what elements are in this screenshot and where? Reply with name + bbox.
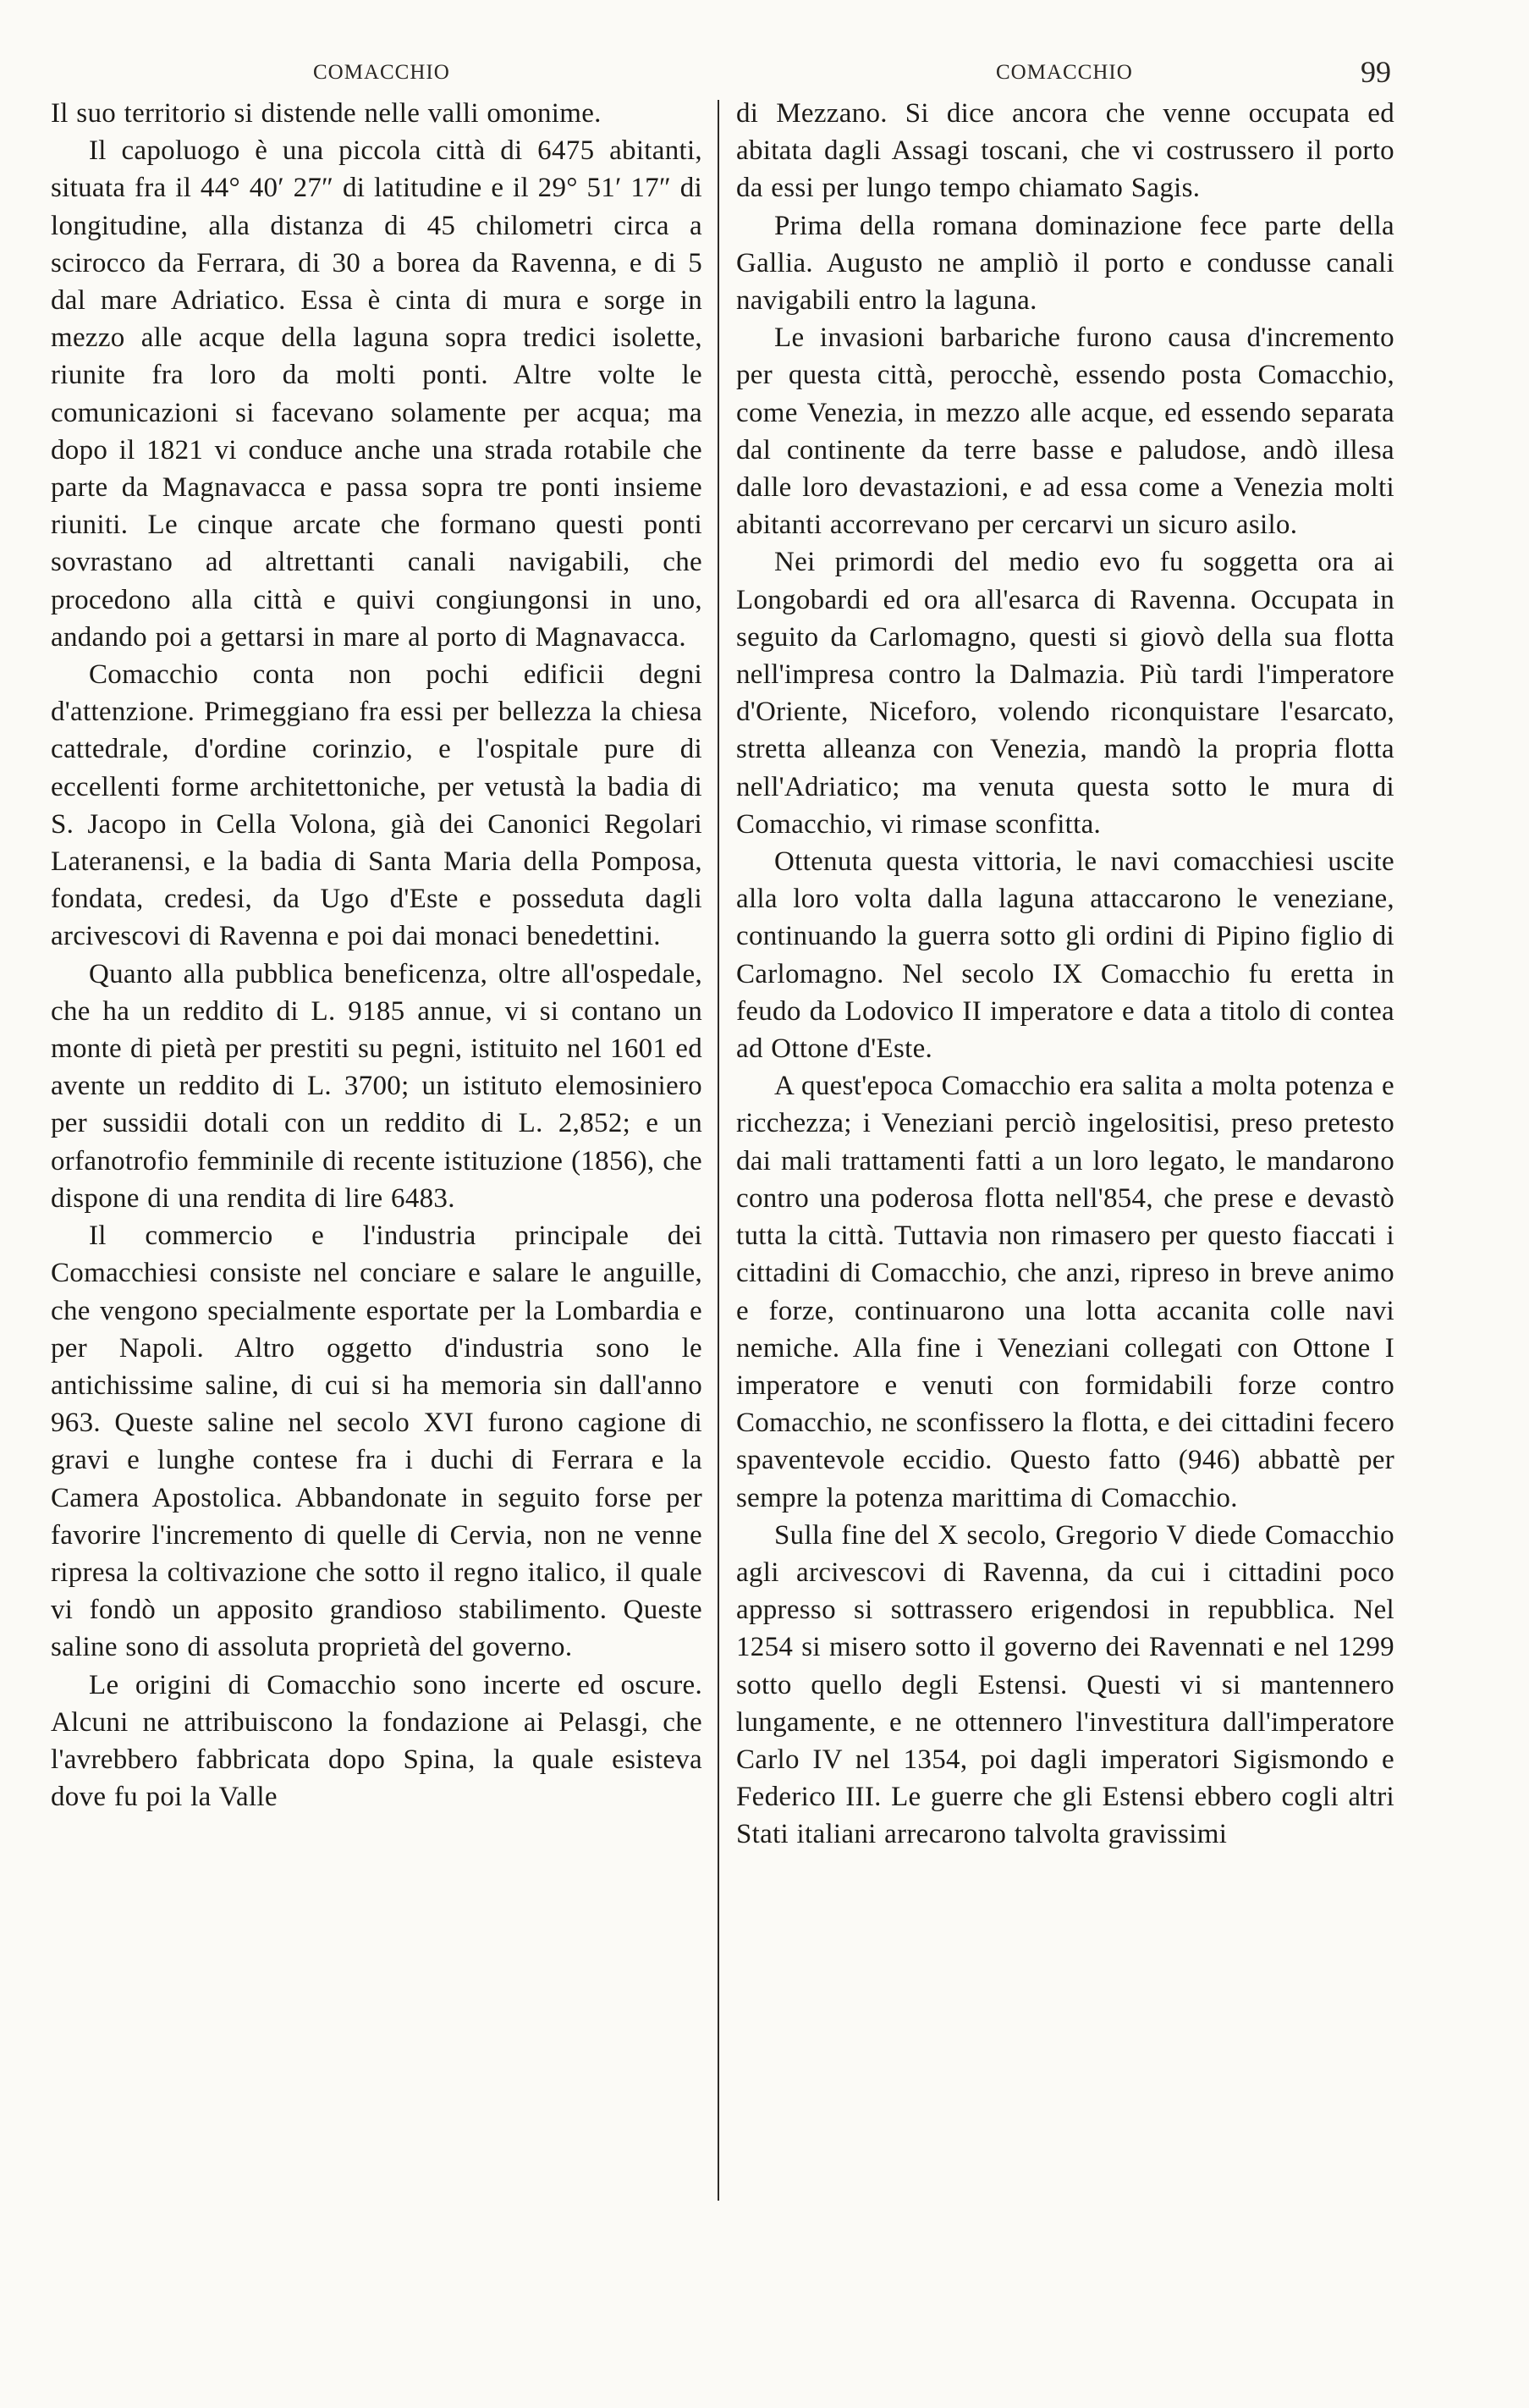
- paragraph: A quest'epoca Comacchio era salita a molta potenza e ricchezza; i Veneziani perciò ingelositisi, preso pretesto dai mali trattamenti fatti a un loro legato, le mandarono contro una poderosa flotta nell'854, che prese e devastò tutta la città. Tuttavia non rimasero per questo fiaccati i cittadini di Comacchio, che anzi, ripreso in breve animo e forze, continuarono una lotta accanita colle navi nemiche. Alla fine i Veneziani collegati con Ottone I imperatore e venuti con formidabili forze contro Comacchio, ne sconfissero la flotta, e dei cittadini fecero spaventevole eccidio. Questo fatto (946) abbattè per sempre la potenza marittima di Comacchio.: [736, 1071, 1394, 1513]
- column-divider: [718, 100, 719, 2201]
- paragraph: di Mezzano. Si dice ancora che venne occupata ed abitata dagli Assagi toscani, che vi costrussero il porto da essi per lungo tempo chiamato Sagis.: [736, 98, 1394, 204]
- paragraph: Prima della romana dominazione fece parte della Gallia. Augusto ne ampliò il porto e condusse canali navigabili entro la laguna.: [736, 210, 1394, 317]
- left-column: [51, 95, 702, 1816]
- paragraph: Le invasioni barbariche furono causa d'incremento per questa città, perocchè, essendo posta Comacchio, come Venezia, in mezzo alle acque, ed essendo separata dal continente da terre basse e paludose, andò illesa dalle loro devastazioni, e ad essa come a Venezia molti abitanti accorrevano per cercarvi un sicuro asilo.: [736, 322, 1394, 541]
- page-number: 99: [1361, 55, 1391, 89]
- running-head-left: COMACCHIO: [313, 61, 450, 84]
- paragraph: Comacchio conta non pochi edificii degni d'attenzione. Primeggiano fra essi per bellezza la chiesa cattedrale, d'ordine corinzio, e l'ospitale pure di eccellenti forme architettoniche, per vetustà la badia di S. Jacopo in Cella Volona, già dei Canonici Regolari Lateranensi, e la badia di Santa Maria della Pomposa, fondata, credesi, da Ugo d'Este e posseduta dagli arcivescovi di Ravenna e poi dai monaci benedettini.: [51, 659, 702, 952]
- paragraph: Le origini di Comacchio sono incerte ed oscure. Alcuni ne attribuiscono la fondazione ai Pelasgi, che l'avrebbero fabbricata dopo Spina, la quale esisteva dove fu poi la Valle: [51, 1669, 702, 1813]
- right-column: [736, 95, 1394, 1854]
- paragraph: Sulla fine del X secolo, Gregorio V diede Comacchio agli arcivescovi di Ravenna, da cui i cittadini poco appresso si sottrassero erigendosi in repubblica. Nel 1254 si misero sotto il governo dei Ravennati e nel 1299 sotto quello degli Estensi. Questi vi si mantennero lungamente, e ne ottennero l'investitura dall'imperatore Carlo IV nel 1354, poi dagli imperatori Sigismondo e Federico III. Le guerre che gli Estensi ebbero cogli altri Stati italiani arrecarono talvolta gravissimi: [736, 1519, 1394, 1850]
- paragraph: Il suo territorio si distende nelle valli omonime.: [51, 98, 602, 129]
- paragraph: Quanto alla pubblica beneficenza, oltre all'ospedale, che ha un reddito di L. 9185 annue, vi si contano un monte di pietà per prestiti su pegni, istituito nel 1601 ed avente un reddito di L. 3700; un istituto elemosiniero per sussidii dotali con un reddito di L. 2,852; e un orfanotrofio femminile di recente istituzione (1856), che dispone di una rendita di lire 6483.: [51, 958, 702, 1214]
- running-head-right: COMACCHIO: [996, 61, 1133, 84]
- paragraph: Il capoluogo è una piccola città di 6475 abitanti, situata fra il 44° 40′ 27″ di latitudine e il 29° 51′ 17″ di longitudine, alla distanza di 45 chilometri circa a scirocco da Ferrara, di 30 a borea da Ravenna, e di 5 dal mare Adriatico. Essa è cinta di mura e sorge in mezzo alle acque della laguna sopra tredici isolette, riunite fra loro da molti ponti. Altre volte le comunicazioni si facevano solamente per acqua; ma dopo il 1821 vi conduce anche una strada rotabile che parte da Magnavacca e passa sopra tre ponti insieme riuniti. Le cinque arcate che formano questi ponti sovrastano ad altrettanti canali navigabili, che procedono alla città e quivi congiungonsi in uno, andando poi a gettarsi in mare al porto di Magnavacca.: [51, 135, 702, 653]
- paragraph: Nei primordi del medio evo fu soggetta ora ai Longobardi ed ora all'esarca di Ravenna. Occupata in seguito da Carlomagno, questi si giovò della sua flotta nell'impresa contro la Dalmazia. Più tardi l'imperatore d'Oriente, Niceforo, volendo riconquistare l'esarcato, stretta alleanza con Venezia, mandò la propria flotta nell'Adriatico; ma venuta questa sotto le mura di Comacchio, vi rimase sconfitta.: [736, 547, 1394, 840]
- paragraph: Ottenuta questa vittoria, le navi comacchiesi uscite alla loro volta dalla laguna attaccarono le veneziane, continuando la guerra sotto gli ordini di Pipino figlio di Carlomagno. Nel secolo IX Comacchio fu eretta in feudo da Lodovico II imperatore e data a titolo di contea ad Ottone d'Este.: [736, 846, 1394, 1065]
- paragraph: Il commercio e l'industria principale dei Comacchiesi consiste nel conciare e salare le anguille, che vengono specialmente esportate per la Lombardia e per Napoli. Altro oggetto d'industria sono le antichissime saline, di cui si ha memoria sin dall'anno 963. Queste saline nel secolo XVI furono cagione di gravi e lunghe contese fra i duchi di Ferrara e la Camera Apostolica. Abbandonate in seguito forse per favorire l'incremento di quelle di Cervia, non ne venne ripresa la coltivazione che sotto il regno italico, il quale vi fondò un apposito grandioso stabilimento. Queste saline sono di assoluta proprietà del governo.: [51, 1221, 702, 1663]
